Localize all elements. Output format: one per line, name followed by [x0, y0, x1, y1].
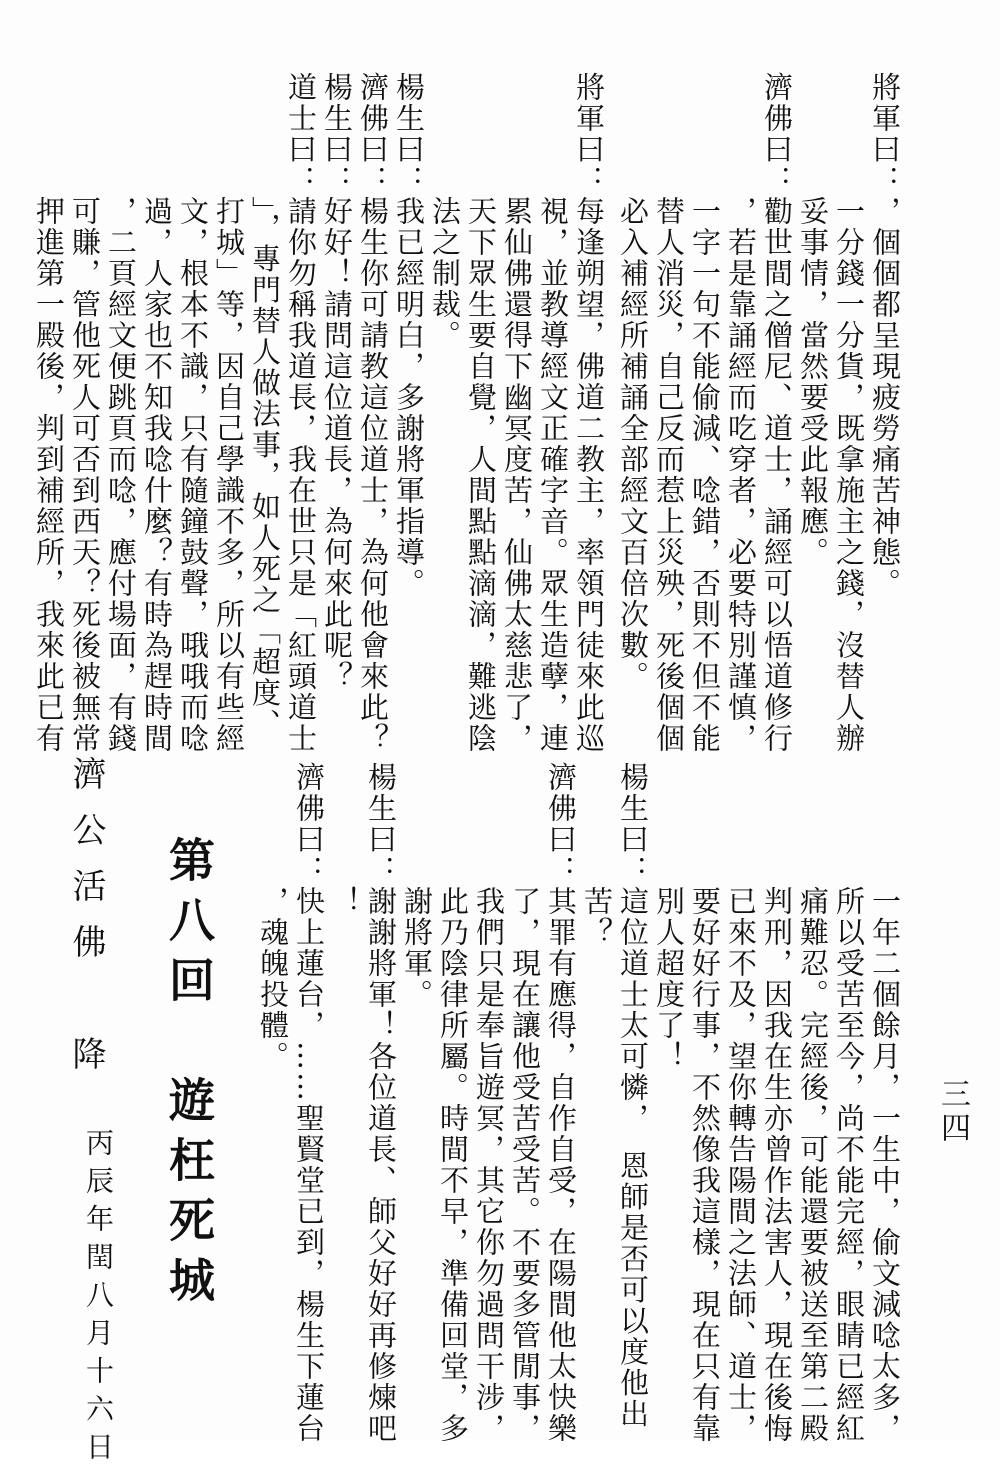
text-column: 累仙佛還得下幽冥度苦，仙佛太慈悲了，: [500, 72, 534, 754]
text-column: 道士曰：請你勿稱我道長，我在世只是「紅頭道士: [284, 72, 318, 754]
text-column: 楊生曰：謝謝將軍！各位道長、師父好好再修煉吧: [364, 762, 398, 1444]
text-column: 濟佛曰：勸世間之僧尼、道士，誦經可以悟道修行: [760, 72, 794, 754]
text-column: 楊生曰：這位道士太可憐， 恩師是否可以度他出: [616, 762, 650, 1430]
text-column: 要好好行事，不然像我這樣，現在只有靠: [688, 762, 722, 1444]
text-column: 了，現在讓他受苦受苦。不要多管閒事，: [508, 762, 542, 1444]
text-column: 天下眾生要自覺，人間點點滴滴，難逃陰: [464, 72, 498, 754]
date-line: 丙辰年閏八月十六日: [82, 1128, 115, 1470]
text-column: 別人超度了！: [652, 762, 686, 1072]
text-column: ，二頁經文便跳頁而唸，應付場面，有錢: [104, 72, 138, 754]
text-column: 已來不及，望你轉告陽間之法師、道士，: [724, 762, 758, 1444]
text-column: 必入補經所補誦全部經文百倍次數。: [616, 72, 650, 692]
text-column: 文，根本不識，只有隨鐘鼓聲，哦哦而唸: [176, 72, 210, 754]
text-column: 妥事情，當然要受此報應。: [796, 72, 830, 568]
text-column: 濟佛曰：其罪有應得，自作自受，在陽間他太快樂: [544, 762, 578, 1444]
page-number: 三四: [935, 1078, 970, 1146]
text-column: 可賺，管他死人可否到西天？死後被無常: [68, 72, 102, 754]
deity-label: 濟公活佛 降: [66, 756, 106, 1092]
text-column: 楊生曰：好好！請問這位道長，為何來此呢？: [320, 72, 354, 692]
chapter-title: 第八回 遊枉死城: [162, 836, 216, 1316]
text-column: 我們只是奉旨遊冥，其它你勿過問干涉，: [472, 762, 506, 1444]
text-column: 一年二個餘月，一生中，偷文減唸太多，: [868, 762, 902, 1444]
text-column: 過，人家也不知我唸什麼？有時為趕時間: [140, 72, 174, 754]
text-column: 痛難忍。完經後，可能還要被送至第二殿: [796, 762, 830, 1444]
text-column: 判刑，因我在生亦曾作法害人，現在後悔: [760, 762, 794, 1444]
text-column: 一分錢一分貨，既拿施主之錢，沒替人辦: [832, 72, 866, 754]
text-column: 將軍曰：，個個都呈現疲勞痛苦神態。: [868, 72, 902, 599]
text-column: 濟佛曰：楊生你可請教這位道士，為何他會來此？: [356, 72, 390, 754]
text-column: 此乃陰律所屬。時間不早，準備回堂，多: [436, 762, 470, 1444]
text-column: 濟佛曰：快上蓮台，……聖賢堂已到，楊生下蓮台: [292, 762, 326, 1444]
text-column: 替人消災，自己反而惹上災殃，死後個個: [652, 72, 686, 754]
text-column: 楊生曰：我已經明白，多謝將軍指導。: [392, 72, 426, 599]
text-column: 將軍曰：每逢朔望，佛道二教主，率領門徒來此巡: [572, 72, 606, 754]
text-column: 視，並教導經文正確字音。眾生造孽，連: [536, 72, 570, 754]
text-column: 苦？: [580, 762, 614, 948]
text-column: 謝將軍。: [400, 762, 434, 1010]
text-column: 打城」等，因自己學識不多，所以有些經: [212, 72, 246, 754]
text-column: ，魂魄投體。: [256, 762, 290, 1072]
text-column: 法之制裁。: [428, 72, 462, 351]
text-column: 押進第一殿後，判到補經所，我來此已有: [32, 72, 66, 754]
text-column: 一字一句不能偷減、唸錯，否則不但不能: [688, 72, 722, 754]
text-column: 」，專門替人做法事，如人死之「超度、: [248, 72, 282, 740]
text-column: ！: [328, 762, 362, 917]
text-column: ，若是靠誦經而吃穿者，必要特別謹慎，: [724, 72, 758, 754]
text-column: 所以受苦至今，尚不能完經，眼睛已經紅: [832, 762, 866, 1444]
